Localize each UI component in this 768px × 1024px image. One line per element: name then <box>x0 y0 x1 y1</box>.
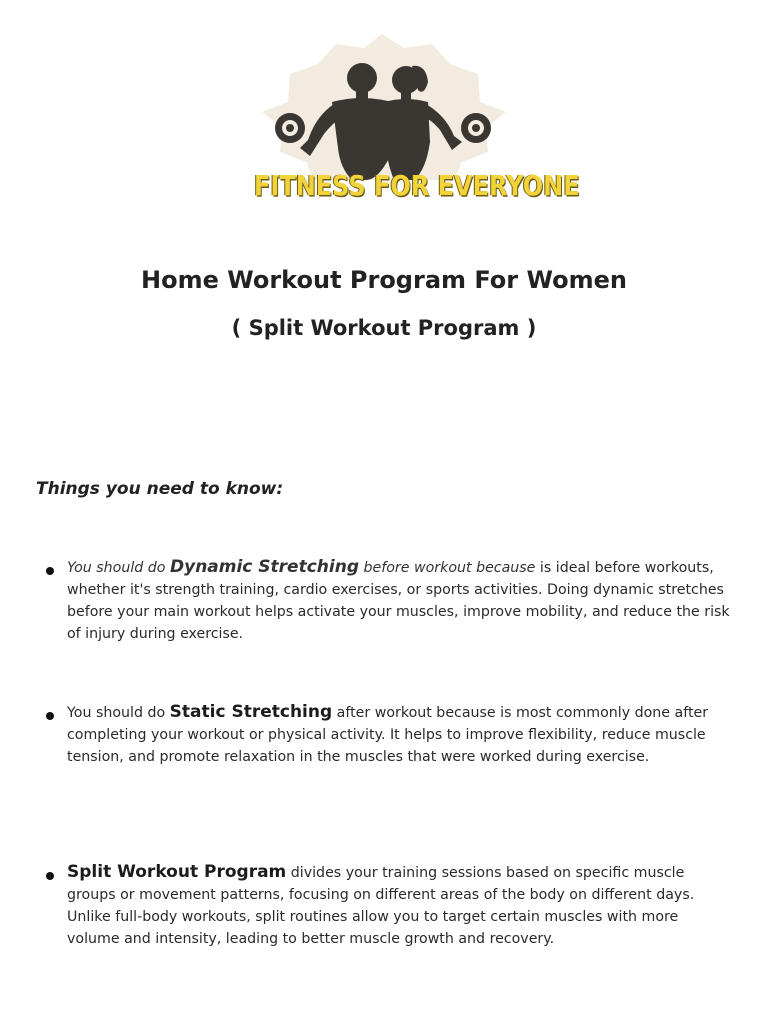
bullet-icon <box>46 567 54 575</box>
section-heading: Things you need to know: <box>36 479 284 499</box>
list-item-dynamic-stretching <box>67 556 735 645</box>
list-item-split-workout <box>67 861 735 950</box>
item-term: Split Workout Program <box>67 862 287 882</box>
item-term: Static Stretching <box>169 702 333 722</box>
item-intro: You should do <box>67 705 170 721</box>
page-subtitle: ( Split Workout Program ) <box>231 316 537 340</box>
item-body: divides your training sessions based on specific muscle groups or movement patterns, focusing on different areas of the body on different days. Unlike full-body workouts, split routines allow you to target certain muscles with more volume and intensity, leading to better muscle growth and recovery. <box>67 865 695 947</box>
right-dumbbell-icon <box>461 113 491 143</box>
item-body: after workout because is most commonly done after completing your workout or physical activity. It helps to improve flexibility, reduce muscle tension, and promote relaxation in the muscles that were worked during exercise. <box>67 705 709 765</box>
item-mid: before workout because <box>359 560 536 576</box>
page-title: Home Workout Program For Women <box>141 266 627 294</box>
bullet-icon <box>46 872 54 880</box>
left-dumbbell-icon <box>275 113 305 143</box>
logo-text: FITNESS FOR EVERYONE <box>254 169 580 203</box>
item-body: is ideal before workouts, whether it's strength training, cardio exercises, or sports activities. Doing dynamic stretches before your main workout helps activate your muscles, improve mobility, and reduce the risk of injury during exercise. <box>67 560 730 642</box>
item-intro: You should do <box>67 560 170 576</box>
bullet-icon <box>46 712 54 720</box>
item-term: Dynamic Stretching <box>170 557 359 577</box>
fitness-logo <box>254 30 580 212</box>
list-item-static-stretching <box>67 701 735 768</box>
